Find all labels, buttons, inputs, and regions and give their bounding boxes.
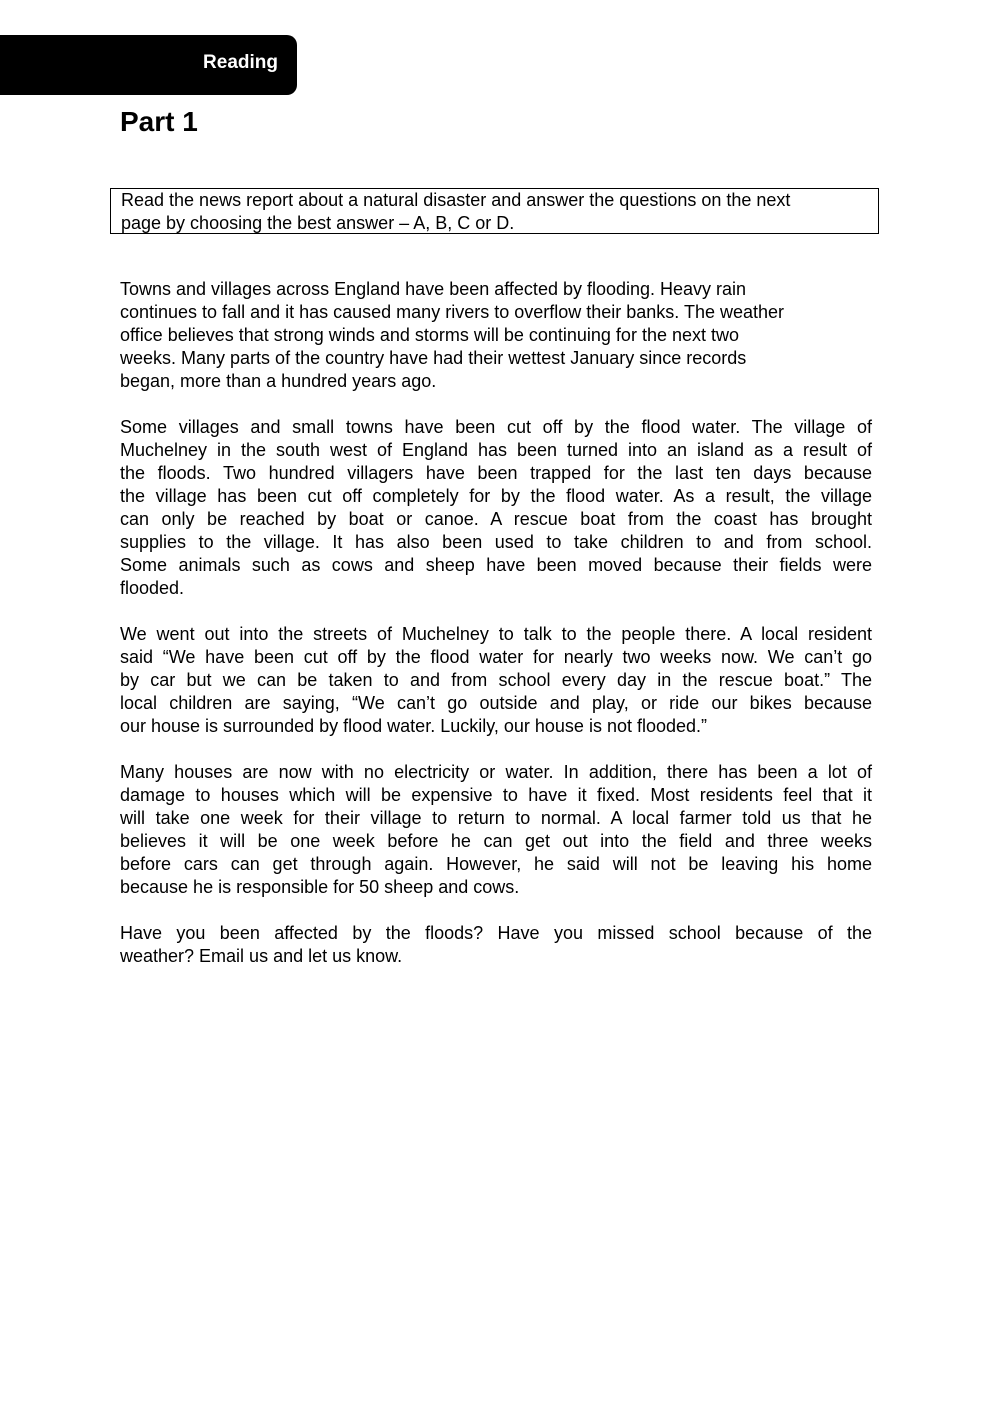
paragraph-line: local children are saying, “We can’t go outside and play, or ride our bikes because xyxy=(120,693,872,713)
article-paragraph xyxy=(120,761,872,899)
paragraph-line: We went out into the streets of Muchelney to talk to the people there. A local resident xyxy=(120,624,872,644)
instructions-line: Read the news report about a natural disaster and answer the questions on the next xyxy=(121,190,791,210)
paragraph-line: said “We have been cut off by the flood water for nearly two weeks now. We can’t go xyxy=(120,647,872,667)
paragraph-line: Some animals such as cows and sheep have been moved because their fields were xyxy=(120,555,872,575)
paragraph-line: can only be reached by boat or canoe. A rescue boat from the coast has brought xyxy=(120,509,872,529)
paragraph-line: Have you been affected by the floods? Have you missed school because of the xyxy=(120,923,872,943)
instructions-box xyxy=(110,188,879,234)
paragraph-line: continues to fall and it has caused many rivers to overflow their banks. The weather xyxy=(120,302,785,322)
paragraph-line: before cars can get through again. However, he said will not be leaving his home xyxy=(120,854,872,874)
paragraph-line: began, more than a hundred years ago. xyxy=(120,371,437,391)
section-tab-label: Reading xyxy=(203,52,278,73)
instructions-line: page by choosing the best answer – A, B, C or D. xyxy=(121,213,515,233)
paragraph-line: the village has been cut off completely for by the flood water. As a result, the village xyxy=(120,486,872,506)
paragraph-line: flooded. xyxy=(120,578,185,598)
news-article xyxy=(120,278,872,991)
paragraph-line: weather? Email us and let us know. xyxy=(120,946,403,966)
paragraph-line: office believes that strong winds and storms will be continuing for the next two xyxy=(120,325,739,345)
paragraph-line: Some villages and small towns have been cut off by the flood water. The village of xyxy=(120,417,872,437)
article-paragraph xyxy=(120,416,872,600)
paragraph-line: because he is responsible for 50 sheep and cows. xyxy=(120,877,520,897)
paragraph-line: Towns and villages across England have been affected by flooding. Heavy rain xyxy=(120,279,747,299)
paragraph-line: damage to houses which will be expensive to have it fixed. Most residents feel that it xyxy=(120,785,872,805)
paragraph-line: by car but we can be taken to and from school every day in the rescue boat.” The xyxy=(120,670,872,690)
paragraph-line: our house is surrounded by flood water. Luckily, our house is not flooded.” xyxy=(120,716,708,736)
article-paragraph xyxy=(120,922,872,968)
section-tab xyxy=(0,35,297,95)
paragraph-line: weeks. Many parts of the country have had their wettest January since records xyxy=(120,348,747,368)
paragraph-line: will take one week for their village to return to normal. A local farmer told us that he xyxy=(120,808,872,828)
article-paragraph xyxy=(120,623,872,738)
part-title: Part 1 xyxy=(120,106,198,137)
article-paragraph xyxy=(120,278,872,393)
paragraph-line: the floods. Two hundred villagers have been trapped for the last ten days because xyxy=(120,463,872,483)
paragraph-line: Many houses are now with no electricity or water. In addition, there has been a lot of xyxy=(120,762,872,782)
paragraph-line: Muchelney in the south west of England has been turned into an island as a result of xyxy=(120,440,872,460)
paragraph-line: believes it will be one week before he can get out into the field and three weeks xyxy=(120,831,872,851)
paragraph-line: supplies to the village. It has also been used to take children to and from school. xyxy=(120,532,872,552)
